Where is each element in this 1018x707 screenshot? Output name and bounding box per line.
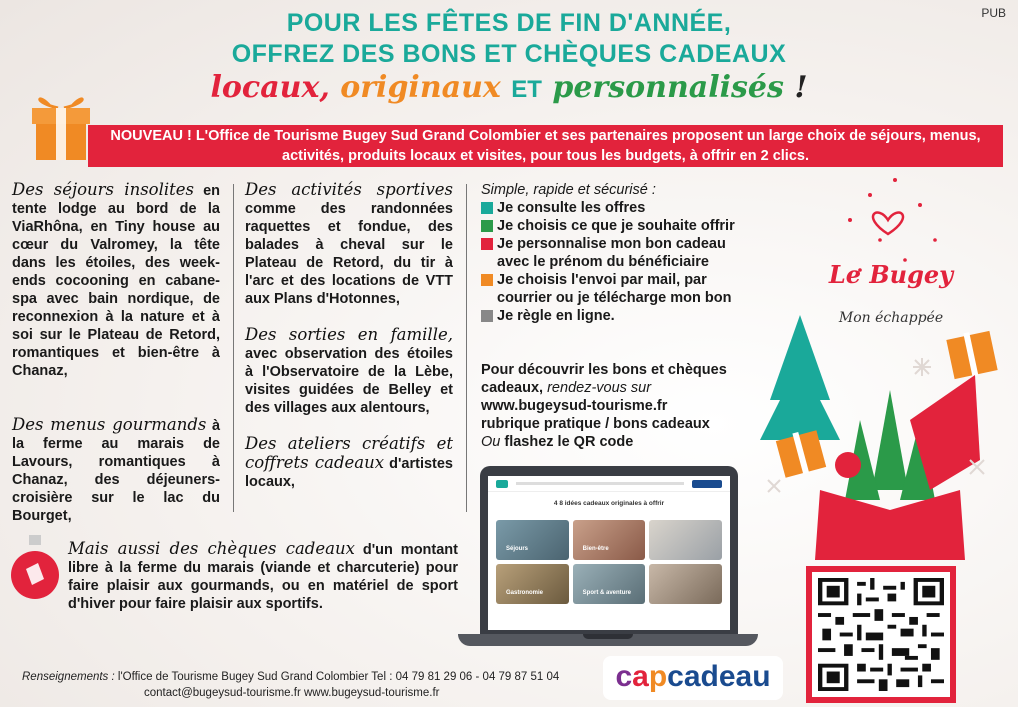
headline-line1: POUR LES FÊTES DE FIN D'ANNÉE, [286, 9, 732, 37]
step-text: Je personnalise mon bon cadeau avec le prénom du bénéficiaire [497, 236, 726, 270]
text-menus: à la ferme au marais de Lavours, romantiques à Chanaz, des déjeuners-croisière sur le lac du Bourget, [12, 418, 221, 524]
divider [466, 184, 467, 512]
site-title: 4 8 idées cadeaux originales à offrir [553, 500, 665, 507]
text-sejours: en tente lodge au bord de la ViaRhôna, en Tiny house au cœur du Valromey, la tête dans les étoiles, des week-ends cocooning en cabane-spa avec bain nordique, de reconnexion à la nature et à soi sur le Plateau de Retord, romantiques et bien-être à Chanaz, [12, 183, 221, 379]
discover-block [481, 361, 743, 451]
tile-label: Bien-être [582, 546, 609, 552]
logo-word: cadeau [667, 660, 771, 693]
discover-italic: rendez-vous sur [543, 380, 652, 396]
red-square-icon [481, 238, 493, 250]
heading-sorties: Des sorties en famille, [245, 325, 453, 344]
heading-cheques: Mais aussi des chèques cadeaux [68, 539, 355, 558]
gift-icon [28, 88, 94, 160]
footer-line2[interactable]: contact@bugeysud-tourisme.fr www.bugeysud-tourisme.fr [144, 687, 440, 699]
also-text: d'un montant libre à la ferme du marais (viande et charcuterie) pour faire plaisir aux gourmands, ou en matériel de sport d'hiver pour faire plaisir aux sportifs. [68, 542, 458, 612]
bauble-icon [8, 535, 62, 609]
logo-letter: a [632, 660, 649, 693]
laptop-screen-frame [480, 466, 738, 636]
text-ateliers: d'artistes locaux, [245, 456, 453, 490]
column-how-to [481, 181, 743, 451]
footer-line1: l'Office de Tourisme Bugey Sud Grand Colombier Tel : 04 79 81 29 06 - 04 79 87 51 04 [114, 671, 560, 683]
qr-instruction: flashez le QR code [500, 434, 634, 450]
footer-label: Renseignements : [22, 671, 115, 683]
discover-text: Pour découvrir les bons et chèques cadeaux, [481, 362, 727, 396]
headline [0, 8, 1018, 70]
word-personnalises: personnalisés [552, 70, 784, 105]
word-originaux: originaux [340, 70, 501, 105]
exclamation: ! [794, 70, 808, 105]
banner-text: L'Office de Tourisme Bugey Sud Grand Colombier et ses partenaires proposent un large choix de séjours, menus, activités, produits locaux et visites, pour tous les budgets, à offrir en 2 clics. [191, 128, 981, 164]
text-activites: comme des randonnées raquettes et fondue, des balades à cheval sur le Plateau de Retord, du tir à l'arc et des locations de VTT aux Plans d'Hotonnes, [245, 201, 453, 307]
tile-label: Gastronomie [506, 590, 544, 596]
site-header [488, 476, 730, 492]
word-locaux: locaux, [210, 70, 330, 105]
banner-lead: NOUVEAU ! [110, 128, 192, 144]
website-preview [488, 476, 730, 630]
bugey-logo: Le Bugey [828, 260, 954, 289]
teal-square-icon [481, 202, 493, 214]
step-item [481, 199, 743, 217]
step-text: Je consulte les offres [497, 200, 646, 216]
website-link[interactable]: www.bugeysud-tourisme.fr [481, 398, 668, 414]
site-button-icon [692, 480, 722, 488]
pub-label: PUB [981, 6, 1006, 20]
gray-square-icon [481, 310, 493, 322]
heading-menus: Des menus gourmands [12, 415, 207, 434]
rubrique-text: rubrique pratique / bons cadeaux [481, 416, 710, 432]
bugey-tagline: Mon échappée [838, 310, 944, 326]
tile-label: Sport & aventure [582, 590, 631, 596]
heading-ateliers: Des ateliers créatifs et coffrets cadeaux [245, 434, 453, 472]
also-paragraph [68, 540, 458, 613]
tile-card [573, 564, 646, 604]
step-item [481, 307, 743, 325]
column-sejours [12, 181, 220, 525]
qr-code-frame [806, 566, 956, 703]
step-item [481, 271, 743, 307]
site-logo-icon [496, 480, 508, 488]
tile-card [496, 564, 569, 604]
word-et: ET [511, 76, 542, 103]
heading-activites: Des activités sportives [245, 180, 453, 199]
site-tiles [488, 514, 730, 610]
tile-card [649, 520, 722, 560]
step-text: Je choisis l'envoi par mail, par courrier ou je télécharge mon bon [497, 272, 732, 306]
step-item [481, 235, 743, 271]
laptop-illustration [458, 466, 758, 652]
step-text: Je règle en ligne. [497, 308, 615, 324]
logo-letter: c [615, 660, 633, 693]
headline-line2: OFFREZ DES BONS ET CHÈQUES CADEAUX [231, 40, 787, 68]
tile-label: Séjours [506, 546, 529, 552]
green-square-icon [481, 220, 493, 232]
qr-code-icon[interactable] [812, 572, 950, 697]
step-item [481, 217, 743, 235]
ou-text: Ou [481, 434, 501, 450]
heading-sejours: Des séjours insolites [12, 180, 195, 199]
intro-text: Simple, rapide et sécurisé : [481, 182, 656, 198]
text-sorties: avec observation des étoiles à l'Observatoire de la Lèbe, visites guidées de Belley et des villages aux alentours, [245, 346, 453, 416]
capcadeau-logo [603, 656, 783, 700]
divider [233, 184, 234, 512]
column-activites [245, 181, 453, 491]
orange-square-icon [481, 274, 493, 286]
tile-card [649, 564, 722, 604]
logo-letter: p [648, 660, 668, 693]
headline-line3 [0, 70, 1018, 105]
tile-card [573, 520, 646, 560]
tile-card [496, 520, 569, 560]
step-text: Je choisis ce que je souhaite offrir [497, 218, 735, 234]
footer-contact [22, 669, 559, 701]
laptop-notch [583, 634, 633, 639]
